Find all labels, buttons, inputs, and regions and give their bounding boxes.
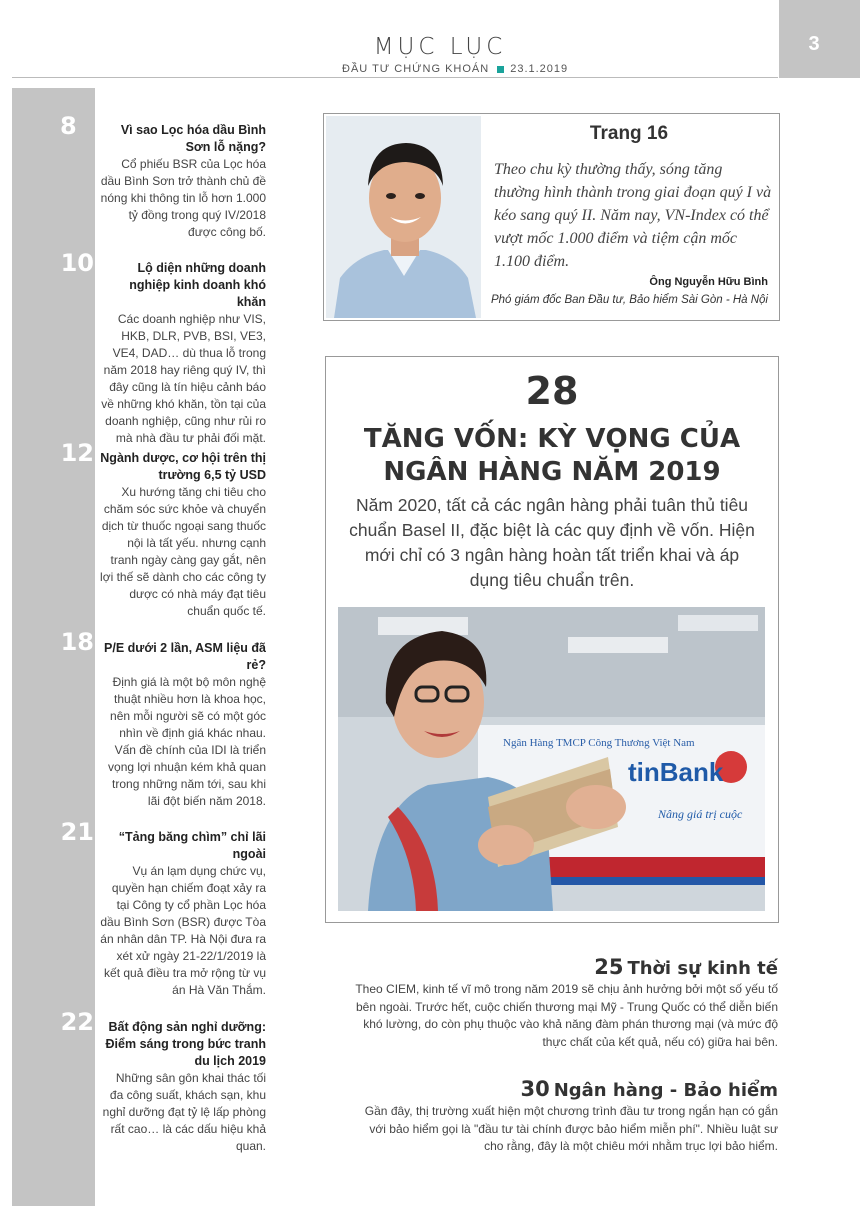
section-number: 25: [594, 955, 624, 979]
issue-date: 23.1.2019: [510, 63, 569, 75]
section-title: Thời sự kinh tế: [627, 958, 778, 979]
toc-number: 18: [60, 628, 94, 656]
section-heading: [350, 1077, 778, 1101]
toc-desc: Cổ phiếu BSR của Lọc hóa dầu Bình Sơn trở thành chủ đề nóng khi thông tin lỗ hơn 1.000 tỷ đồng trong quý IV/2018 được công bố.: [100, 157, 266, 239]
toc-number: 8: [60, 112, 77, 140]
feature-number: 28: [525, 369, 579, 413]
bank-sign-brand: tinBank: [628, 757, 724, 787]
toc-item[interactable]: [100, 122, 266, 241]
bank-sign-line: Ngân Hàng TMCP Công Thương Việt Nam: [503, 737, 695, 749]
toc-item[interactable]: [100, 1019, 266, 1155]
section-item[interactable]: [350, 1077, 778, 1156]
section-title: Ngân hàng - Bảo hiểm: [553, 1080, 778, 1101]
toc-title: “Tảng băng chìm” chỉ lãi ngoài: [118, 830, 266, 861]
feature-photo: [338, 607, 765, 911]
toc-desc: Những sân gôn khai thác tối đa công suất, khách sạn, khu nghỉ dưỡng đạt tỷ lệ lấp phòng rất cao… là các dấu hiệu khả quan.: [102, 1071, 266, 1153]
toc-desc: Xu hướng tăng chi tiêu cho chăm sóc sức khỏe và chuyển dịch từ thuốc ngoại sang thuốc nội là tất yếu. nhưng cạnh tranh ngày càng gay gắt, nên lợi thế sẽ dành cho các công ty dược có nhà máy đạt tiêu chuẩn quốc tế.: [100, 485, 266, 618]
section-heading: [350, 955, 778, 979]
toc-number: 10: [60, 249, 94, 277]
feature-box[interactable]: [325, 356, 779, 923]
section-item[interactable]: [350, 955, 778, 1051]
publication-line: [342, 63, 568, 75]
feature-desc: Năm 2020, tất cả các ngân hàng phải tuân thủ tiêu chuẩn Basel II, đặc biệt là các quy định về vốn. Hiện mới chỉ có 3 ngân hàng hoàn tất triển khai và áp dụng tiêu chuẩn trên.: [349, 495, 755, 590]
portrait-photo: [326, 116, 481, 318]
toc-title: P/E dưới 2 lần, ASM liệu đã rẻ?: [104, 641, 266, 672]
toc-number: 22: [60, 1008, 94, 1036]
quote-box[interactable]: [323, 113, 780, 321]
quote-role: Phó giám đốc Ban Đầu tư, Bảo hiểm Sài Gòn - Hà Nội: [490, 294, 768, 306]
square-icon: [497, 66, 504, 73]
toc-title: Lộ diện những doanh nghiệp kinh doanh khó khăn: [129, 261, 266, 309]
toc-number: 12: [60, 439, 94, 467]
toc-number: 21: [60, 818, 94, 846]
section-number: 30: [520, 1077, 550, 1101]
toc-title: Ngành dược, cơ hội trên thị trường 6,5 tỷ USD: [100, 451, 266, 482]
quote-heading: Trang 16: [589, 123, 669, 144]
toc-item[interactable]: [100, 450, 266, 620]
page-title: MỤC LỤC: [373, 34, 507, 60]
toc-item[interactable]: [100, 640, 266, 810]
toc-title: Vì sao Lọc hóa dầu Bình Sơn lỗ nặng?: [120, 123, 266, 154]
portrait-illustration: [326, 116, 481, 318]
section-desc: Gần đây, thị trường xuất hiện một chương trình đầu tư trong ngắn hạn có gắn với bảo hiểm gọi là "đầu tư tài chính được bảo hiểm miễn phí". Nhiều luật sư cho rằng, đây là một chiêu mới nhằm trục lợi bảo hiểm.: [364, 1104, 778, 1153]
toc-title: Bất động sản nghỉ dưỡng: Điểm sáng trong bức tranh du lịch 2019: [105, 1020, 266, 1068]
toc-desc: Vụ án lạm dụng chức vụ, quyền hạn chiếm đoạt xảy ra tại Công ty cổ phần Lọc hóa dầu Bình Sơn (BSR) được Tòa án nhân dân TP. Hà Nội đưa ra xét xử ngày 21-22/1/2019 là kết quả điều tra mở rộng từ vụ án Hà Văn Thắm.: [100, 864, 266, 997]
toc-item[interactable]: [100, 260, 266, 447]
publication-name: ĐẦU TƯ CHỨNG KHOÁN: [342, 63, 490, 75]
feature-title: TĂNG VỐN: KỲ VỌNG CỦA NGÂN HÀNG NĂM 2019: [363, 424, 741, 487]
page-number: 3: [808, 33, 820, 55]
toc-item[interactable]: [100, 829, 266, 999]
toc-desc: Định giá là một bộ môn nghệ thuật nhiều hơn là khoa học, nên mỗi người sẽ có một góc nhìn về định giá khác nhau. Vấn đề chính của IDI là triển vọng lợi nhuận kém khả quan trong những năm tới, sau khi lãi đột biến năm 2018.: [108, 675, 266, 808]
bank-sign-sub: Nâng giá trị cuộc: [658, 807, 743, 821]
toc-desc: Các doanh nghiệp như VIS, HKB, DLR, PVB, BSI, VE3, VE4, DAD… dù thua lỗ trong năm 2018 hay riêng quý IV, thì đây cũng là tín hiệu cảnh báo về những khó khăn, tồn tại của doanh nghiệp, cũng như rủi ro mà nhà đầu tư phải đối mặt.: [101, 312, 266, 445]
quote-author: Ông Nguyễn Hữu Bình: [649, 276, 768, 288]
header-divider: [12, 77, 778, 78]
quote-text: Theo chu kỳ thường thấy, sóng tăng thường hình thành trong giai đoạn quý I và kéo sang quý II. Năm nay, VN-Index có thể vượt mốc 1.000 điểm và tiệm cận mốc 1.100 điểm.: [494, 161, 772, 270]
section-desc: Theo CIEM, kinh tế vĩ mô trong năm 2019 sẽ chịu ảnh hưởng bởi một số yếu tố bên ngoài. Trước hết, cuộc chiến thương mại Mỹ - Trung Quốc có thể diễn biến khó lường, do còn phụ thuộc vào khả năng đàm phán thương mại (và mức độ thực chất của kết quả, nếu có) giữa hai bên.: [355, 982, 778, 1049]
